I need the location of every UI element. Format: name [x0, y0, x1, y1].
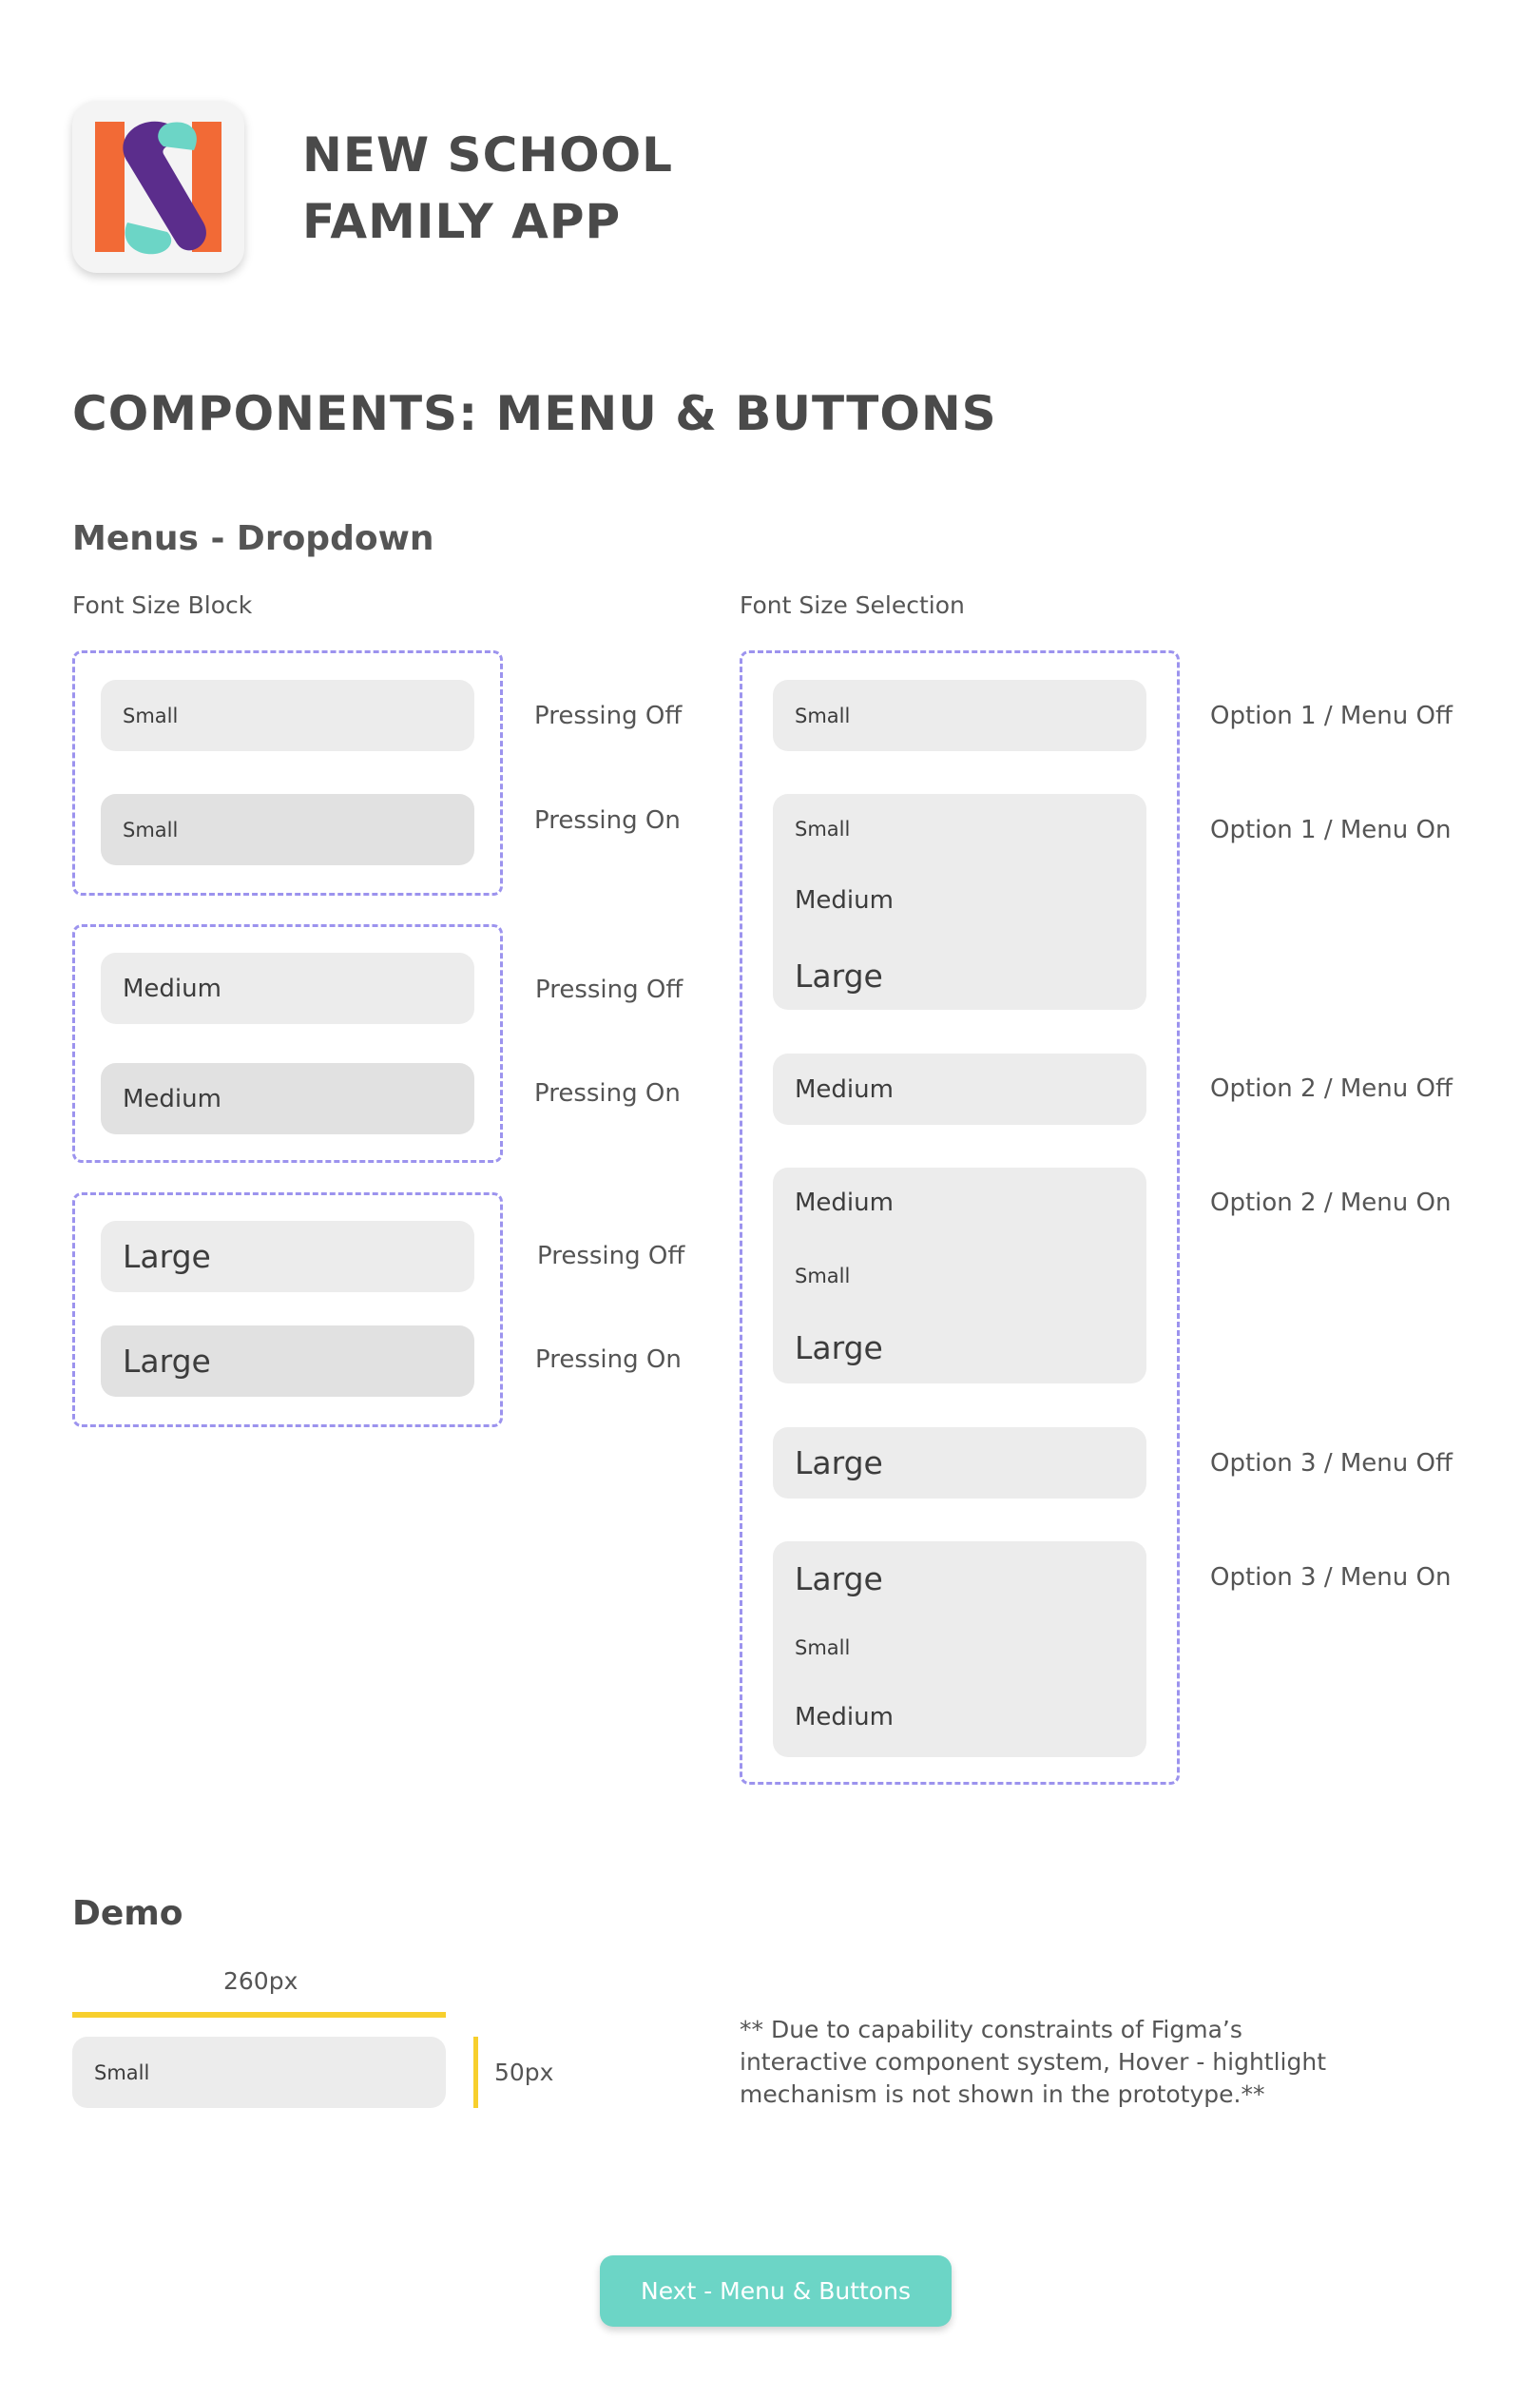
menu-option-small[interactable]: Small: [795, 818, 851, 841]
height-dimension-label: 50px: [494, 2059, 554, 2086]
dropdown-open-option1: [773, 794, 1146, 1010]
menu-option-medium[interactable]: Medium: [795, 1189, 894, 1217]
state-label: Pressing On: [534, 806, 681, 835]
app-name-line1: NEW SCHOOL: [302, 127, 673, 183]
width-dimension-line: [72, 2012, 446, 2018]
state-label: Option 2 / Menu On: [1210, 1189, 1452, 1217]
small-button-on[interactable]: Small: [101, 794, 474, 865]
state-label: Option 3 / Menu On: [1210, 1563, 1452, 1592]
prototype-note: ** Due to capability constraints of Figma’s interactive component system, Hover - hightlight mechanism is not shown in the prototype.**: [740, 2016, 1327, 2108]
state-label: Pressing On: [534, 1079, 681, 1108]
app-name: [302, 122, 673, 255]
state-label: Pressing On: [535, 1345, 682, 1374]
menu-option-medium[interactable]: Medium: [795, 886, 894, 915]
dropdown-closed-small[interactable]: Small: [773, 680, 1146, 751]
next-button[interactable]: Next - Menu & Buttons: [600, 2255, 952, 2327]
font-size-selection-label: Font Size Selection: [740, 591, 965, 619]
state-label: Option 1 / Menu Off: [1210, 702, 1453, 730]
state-label: Pressing Off: [535, 976, 683, 1004]
dropdown-closed-large[interactable]: Large: [773, 1427, 1146, 1499]
height-dimension-line: [473, 2037, 478, 2108]
small-button-off[interactable]: Small: [101, 680, 474, 751]
state-label: Option 3 / Menu Off: [1210, 1449, 1453, 1478]
medium-button-on[interactable]: Medium: [101, 1063, 474, 1134]
medium-button-off[interactable]: Medium: [101, 953, 474, 1024]
dropdown-closed-medium[interactable]: Medium: [773, 1054, 1146, 1125]
new-school-logo-icon: [72, 101, 244, 273]
menu-option-large[interactable]: Large: [795, 1560, 883, 1597]
menu-option-large[interactable]: Large: [795, 1329, 883, 1366]
section-title: Menus - Dropdown: [72, 519, 434, 558]
menu-option-small[interactable]: Small: [795, 1636, 851, 1659]
demo-dropdown-button[interactable]: Small: [72, 2037, 446, 2108]
app-logo: [72, 101, 244, 273]
app-name-line2: FAMILY APP: [302, 194, 622, 249]
state-label: Option 1 / Menu On: [1210, 816, 1452, 844]
dropdown-open-option3: [773, 1541, 1146, 1757]
menu-option-small[interactable]: Small: [795, 1265, 851, 1287]
font-size-block-label: Font Size Block: [72, 591, 253, 619]
menu-option-medium[interactable]: Medium: [795, 1703, 894, 1731]
page-title: COMPONENTS: MENU & BUTTONS: [72, 386, 997, 441]
state-label: Option 2 / Menu Off: [1210, 1074, 1453, 1103]
menu-option-large[interactable]: Large: [795, 957, 883, 995]
large-button-off[interactable]: Large: [101, 1221, 474, 1292]
large-button-on[interactable]: Large: [101, 1325, 474, 1397]
width-dimension-label: 260px: [223, 1967, 298, 1995]
state-label: Pressing Off: [537, 1242, 685, 1270]
state-label: Pressing Off: [534, 702, 683, 730]
demo-title: Demo: [72, 1894, 183, 1933]
dropdown-open-option2: [773, 1168, 1146, 1383]
